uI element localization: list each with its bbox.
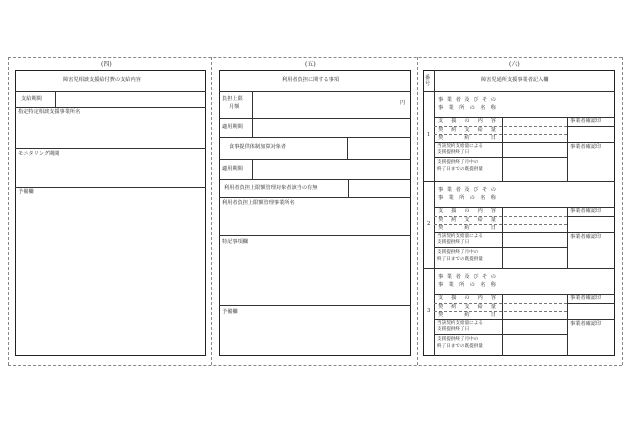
monitoring-period-label: モニタリング期間 (18, 151, 60, 157)
entry-3-end-field[interactable] (503, 320, 566, 334)
entry-1-amount-label: 契 約 支 給 量 (438, 127, 496, 133)
entry-2-used-label-2: 終了日までの既提供量 (437, 257, 483, 262)
frame-left (8, 57, 9, 365)
frame-top (8, 57, 622, 58)
entry-2-amount-label: 契 約 支 給 量 (438, 217, 496, 223)
frame-right (622, 57, 623, 365)
entry-2-stamp-label-1: 事業者確認印 (570, 208, 602, 214)
entry-3-used-label-2: 終了日までの既提供量 (437, 344, 483, 349)
entry-3-amount-label: 契 約 支 給 量 (438, 304, 496, 310)
entry-1-office-line2: 事 業 所 の 名 称 (438, 105, 496, 111)
entry-1-amount-field[interactable] (503, 127, 566, 134)
entry-2-office-line1: 事 業 者 及 び そ の (438, 187, 496, 193)
entry-3-date-field[interactable] (503, 312, 566, 319)
manage-office-label: 利用者負担上限額管理事業所名 (222, 200, 295, 206)
entry-3-end-label-2: 支援提供終了日 (437, 327, 470, 332)
entry-1-end-label-1: 当該契約支給量による (437, 144, 483, 149)
entry-1-used-field[interactable] (503, 158, 566, 180)
fold-line-2 (417, 57, 418, 365)
entry-3-end-label-1: 当該契約支給量による (437, 321, 483, 326)
payment-period-field[interactable] (56, 92, 205, 106)
entry-1-stamp-field-2[interactable] (568, 154, 614, 180)
reserve-label-five: 予備欄 (222, 309, 238, 315)
yen-unit: 円 (400, 100, 406, 106)
section-four-title: 障害児相談支援給付費の支給内容 (63, 77, 141, 83)
entry-1-stamp-field-1[interactable] (568, 127, 614, 141)
section-six-number: (六) (509, 61, 520, 68)
period-label-1: 適用期間 (222, 124, 243, 130)
entry-3-index: 3 (427, 308, 431, 314)
entry-2-office-line2: 事 業 所 の 名 称 (438, 195, 496, 201)
entry-3-stamp-label-1: 事業者確認印 (570, 295, 602, 301)
entry-1-end-label-2: 支援提供終了日 (437, 150, 470, 155)
manage-target-label: 利用者負担上限額管理対象者該当の有無 (224, 185, 318, 191)
entry-3-office-line1: 事 業 者 及 び そ の (438, 274, 496, 280)
entry-1-support-label: 支 援 の 内 容 (438, 118, 496, 124)
entry-3-support-label: 支 援 の 内 容 (438, 295, 496, 301)
reserve-field-five[interactable] (220, 318, 410, 355)
special-notes-label: 特記事項欄 (222, 239, 248, 245)
entry-1-support-field[interactable] (503, 118, 566, 125)
entry-2-index: 2 (427, 220, 431, 227)
entry-2-stamp-label-2: 事業者確認印 (570, 234, 602, 240)
entry-3-amount-field[interactable] (503, 304, 566, 311)
designated-office-field[interactable] (16, 118, 205, 147)
entry-3-date-label: 契 約 日 (438, 312, 496, 318)
entry-2-support-label: 支 援 の 内 容 (438, 208, 496, 214)
entry-1-date-label: 契 約 日 (438, 135, 496, 141)
number-col-header: 番号 (425, 75, 431, 87)
entry-1-end-field[interactable] (503, 143, 566, 157)
limit-label-line1: 負担上限 (222, 96, 243, 102)
entry-2-stamp-field-1[interactable] (568, 217, 614, 231)
section-six-title: 障害児通所支援事業者記入欄 (481, 77, 549, 83)
frame-bottom (8, 365, 622, 366)
entry-1-used-label-1: 支援提供終了月中の (437, 160, 479, 165)
entry-1-stamp-label-1: 事業者確認印 (570, 118, 602, 124)
limit-label-line2: 月額 (229, 104, 240, 110)
entry-1-stamp-label-2: 事業者確認印 (570, 144, 602, 150)
payment-period-label: 支給期間 (21, 96, 42, 102)
entry-1-office-field[interactable] (500, 93, 613, 115)
meal-field[interactable] (348, 138, 410, 158)
entry-3-office-field[interactable] (500, 270, 613, 292)
entry-3-support-field[interactable] (503, 295, 566, 302)
entry-1-used-label-2: 終了日までの既提供量 (437, 167, 483, 172)
entry-2-support-field[interactable] (503, 208, 566, 215)
meal-label: 食事提供体制加算対象者 (229, 144, 287, 150)
designated-office-label: 指定特定相談支援事業所名 (18, 109, 81, 115)
section-five-number: (五) (305, 61, 316, 68)
period-field-1[interactable] (253, 119, 410, 136)
entry-2-end-label-1: 当該契約支給量による (437, 234, 483, 239)
period-label-2: 適用期間 (222, 166, 243, 172)
entry-1-index: 1 (427, 132, 431, 138)
entry-2-date-field[interactable] (503, 225, 566, 232)
manage-office-field[interactable] (220, 209, 410, 234)
entry-1-date-field[interactable] (503, 135, 566, 142)
entry-2-used-label-1: 支援提供終了月中の (437, 250, 479, 255)
reserve-label-four: 予備欄 (18, 189, 34, 195)
entry-3-stamp-field-1[interactable] (568, 304, 614, 318)
entry-3-stamp-label-2: 事業者確認印 (570, 321, 602, 327)
entry-3-office-line2: 事 業 所 の 名 称 (438, 282, 496, 288)
entry-2-amount-field[interactable] (503, 217, 566, 224)
entry-3-used-label-1: 支援提供終了月中の (437, 337, 479, 342)
fold-line-1 (211, 57, 212, 365)
section-four-number: (四) (101, 61, 112, 68)
period-field-2[interactable] (253, 160, 410, 178)
entry-2-end-label-2: 支援提供終了日 (437, 240, 470, 245)
monitoring-period-field[interactable] (16, 160, 205, 186)
entry-2-used-field[interactable] (503, 248, 566, 267)
reserve-field-four[interactable] (16, 198, 205, 355)
entry-2-stamp-field-2[interactable] (568, 244, 614, 267)
section-five-title: 利用者負担に関する事項 (282, 77, 340, 83)
entry-2-office-field[interactable] (500, 183, 613, 205)
entry-2-date-label: 契 約 日 (438, 225, 496, 231)
entry-2-end-field[interactable] (503, 233, 566, 247)
special-notes-field[interactable] (220, 248, 410, 304)
manage-target-field[interactable] (349, 180, 410, 196)
entry-1-office-line1: 事 業 者 及 び そ の (438, 97, 496, 103)
entry-3-stamp-field-2[interactable] (568, 331, 614, 355)
entry-3-used-field[interactable] (503, 335, 566, 355)
limit-amount-field[interactable] (253, 92, 398, 117)
